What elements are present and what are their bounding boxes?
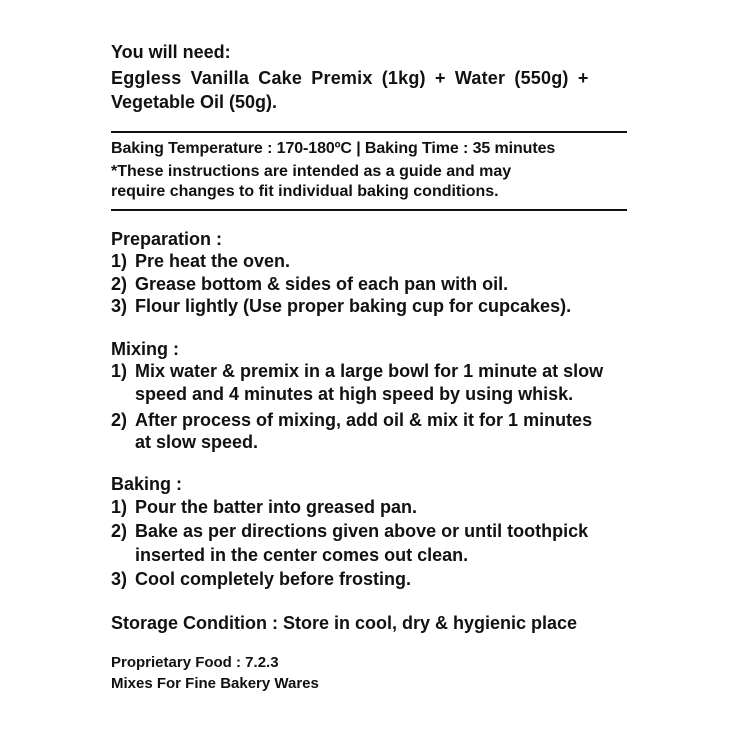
divider-bottom xyxy=(111,209,627,211)
baking-temperature-time: Baking Temperature : 170-180ºC | Baking Time : 35 minutes xyxy=(111,140,556,157)
ingredients-line-2: Vegetable Oil (50g). xyxy=(111,92,278,112)
step-text: Mix water & premix in a large bowl for 1 minute at slow xyxy=(135,361,604,381)
step-text: Grease bottom & sides of each pan with oil. xyxy=(135,274,509,294)
product-category: Mixes For Fine Bakery Wares xyxy=(111,675,319,692)
divider-top xyxy=(111,131,627,133)
step-number: 2) xyxy=(111,410,128,430)
ingredients-line-1: Eggless Vanilla Cake Premix (1kg) + Water (550g) + xyxy=(111,68,589,88)
step-number: 3) xyxy=(111,569,128,589)
step-text: Pre heat the oven. xyxy=(135,251,291,271)
baking-heading: Baking : xyxy=(111,474,183,494)
mixing-heading: Mixing : xyxy=(111,339,179,359)
step-text: speed and 4 minutes at high speed by using whisk. xyxy=(135,384,574,404)
disclaimer-line-2: require changes to fit individual baking conditions. xyxy=(111,183,499,200)
step-number: 2) xyxy=(111,521,128,541)
you-will-need-heading: You will need: xyxy=(111,42,231,62)
step-text: inserted in the center comes out clean. xyxy=(135,545,469,565)
step-text: After process of mixing, add oil & mix it for 1 minutes xyxy=(135,410,593,430)
step-text: Bake as per directions given above or until toothpick xyxy=(135,521,589,541)
step-number: 1) xyxy=(111,497,128,517)
step-text: at slow speed. xyxy=(135,432,259,452)
step-text: Pour the batter into greased pan. xyxy=(135,497,418,517)
step-text: Flour lightly (Use proper baking cup for cupcakes). xyxy=(135,296,572,316)
step-number: 2) xyxy=(111,274,128,294)
step-number: 1) xyxy=(111,361,128,381)
storage-condition: Storage Condition : Store in cool, dry & hygienic place xyxy=(111,613,578,633)
preparation-heading: Preparation : xyxy=(111,229,223,249)
step-number: 3) xyxy=(111,296,128,316)
disclaimer-line-1: *These instructions are intended as a guide and may xyxy=(111,163,512,180)
step-text: Cool completely before frosting. xyxy=(135,569,412,589)
proprietary-food-code: Proprietary Food : 7.2.3 xyxy=(111,654,279,671)
step-number: 1) xyxy=(111,251,128,271)
